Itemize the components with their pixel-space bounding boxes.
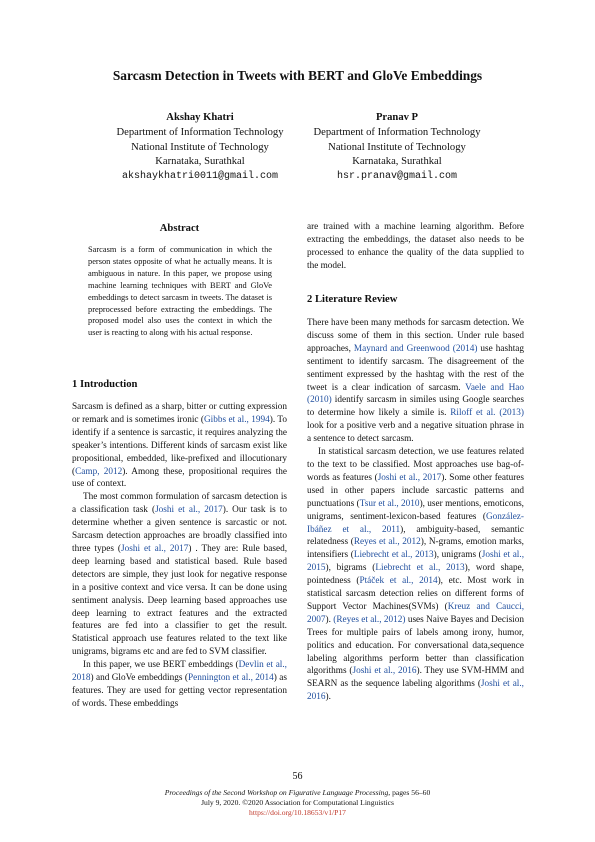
paragraph-text: ), user mentions, emoticons, unigrams, sentiment-lexicon-based features ( [307, 498, 524, 522]
paragraph-text: ). [325, 692, 331, 703]
paragraph-text: ). [325, 614, 334, 625]
author-location: Karnataka, Surathkal [352, 156, 442, 168]
author-block-1 [85, 111, 315, 185]
citation-link[interactable]: Joshi et al., 2016 [352, 666, 417, 677]
paragraph-text: ), N-grams, emotion marks, intensifiers ( [307, 537, 524, 561]
paragraph-text: ) as features. They are used for getting vector representation of words. These embeddings [72, 673, 287, 709]
paragraph-text: identify sarcasm in similes using Google searches to determine how likely a simile is. [307, 395, 524, 419]
paragraph-text: ), unigrams ( [433, 550, 482, 561]
citation-link[interactable]: (Reyes et al., 2012) [333, 614, 406, 625]
paragraph-text: use hashtag sentiment to identify sarcasm. The disagreement of the sentiment expressed by the hashtag with the rest of the tweet is a clear indication of sarcasm. [307, 343, 524, 393]
paragraph-text: Sarcasm is defined as a sharp, bitter or cutting expression or remark and is sometimes ironic ( [72, 402, 287, 425]
author-department: Department of Information Technology [313, 126, 481, 138]
citation-link[interactable]: Gibbs et al., 1994 [204, 414, 270, 425]
paragraph-text: In statistical sarcasm detection, we use features related to the text to be classified. Most approaches use bag-of-words as features ( [307, 447, 524, 483]
paragraph-text: ) . They are: Rule based, deep learning based and statistical based. Rule based detectors are simple, they just look for negative response in a positive context and vice versa. It can be done using sentiment analysis. Deep learning based approaches use deep learning to extract features and the extracted features are fed into a classifier to get the result. Statistical approach use features related to the text like unigrams, bigrams etc and are fed to SVM classifier. [72, 543, 288, 658]
author-department: Department of Information Technology [116, 126, 284, 138]
paragraph-text: ). Some other features used in other papers include sarcastic patterns and punctuations ( [307, 472, 525, 509]
intro-paragraph [72, 659, 287, 711]
abstract-text: Sarcasm is a form of communication in which the person states opposite of what he actually means. It is ambiguous in nature. In this paper, we propose using machine learning techniques with BERT and GloVe embeddings to detect sarcasm in tweets. The dataset is preprocessed before extracting the embeddings. The proposed model also uses the context in which the user is reacting to along with his actual response. [88, 245, 272, 338]
citation-link[interactable]: Joshi et al., 2017 [155, 505, 223, 516]
footer-pages: , pages 56–60 [388, 788, 431, 797]
citation-link[interactable]: Reyes et al., 2012 [353, 537, 421, 548]
right-column-continuation [307, 221, 524, 273]
author-name: Akshay Khatri [166, 112, 234, 123]
section-heading-introduction: 1 Introduction [72, 379, 138, 390]
author-location: Karnataka, Surathkal [155, 156, 245, 168]
citation-link[interactable]: Pennington et al., 2014 [187, 673, 274, 684]
paragraph-text: ). Among these, propositional requires the use of context. [72, 466, 287, 490]
author-institution: National Institute of Technology [328, 141, 466, 153]
citation-link[interactable]: Riloff et al. (2013) [450, 408, 524, 419]
paragraph-text: In this paper, we use BERT embeddings ( [83, 660, 239, 671]
paragraph-text: There have been many methods for sarcasm detection. We discuss some of them in this section. Under rule based approaches, [307, 318, 524, 354]
paragraph-text: ). They use SVM-HMM and SEARN as the sequence labeling algorithms ( [307, 666, 524, 690]
paragraph-text: uses Naive Bayes and Decision Trees for multiple pairs of labels among irony, humor, politics and education. For conversational data,sequence labeling algorithms perform better than classification algorithms ( [307, 614, 525, 677]
footer-venue: Proceedings of the Second Workshop on Figurative Language Processing [164, 788, 389, 797]
citation-link[interactable]: Joshi et al., 2017 [377, 472, 442, 483]
paragraph-text: look for a positive verb and a negative situation phrase in a sentence to detect sarcasm. [307, 421, 524, 445]
section-heading-literature-review: 2 Literature Review [307, 294, 398, 305]
paragraph-text: The most common formulation of sarcasm detection is a classification task ( [72, 492, 287, 516]
citation-link[interactable]: Kreuz and Caucci, 2007 [307, 601, 525, 625]
paragraph-text: ). To identify if a sentence is sarcastic, it requires analyzing the speaker’s intentions. Different kinds of sarcasm exist like propositional, embedded, like-prefixed and illocutionary ( [72, 414, 287, 477]
paragraph-text: ). Our task is to determine whether a given sentence is sarcastic or not. Sarcasm detection approaches are broadly classified into three types ( [72, 505, 288, 554]
author-name: Pranav P [375, 112, 419, 123]
doi-link[interactable]: https://doi.org/10.18653/v1/P17 [249, 808, 346, 817]
intro-paragraph [72, 491, 287, 659]
page-number: 56 [292, 771, 303, 782]
citation-link[interactable]: Tsur et al., 2010 [359, 498, 420, 509]
footer-date-line: July 9, 2020. ©2020 Association for Computational Linguistics [201, 798, 394, 807]
author-email[interactable]: hsr.pranav@gmail.com [336, 171, 458, 183]
author-block-2 [282, 111, 512, 185]
footer-venue-line [0, 788, 595, 798]
paragraph-text: ), ambiguity-based, semantic relatedness ( [307, 524, 524, 548]
lit-paragraph [307, 317, 524, 446]
citation-link[interactable]: Joshi et al., 2015 [307, 550, 525, 574]
citation-link[interactable]: Devlin et al., 2018 [72, 660, 287, 684]
paragraph-text: ), etc. Most work in statistical sarcasm detection relies on different forms of Support Vector Machines(SVMs) ( [307, 576, 524, 612]
citation-link[interactable]: Ptáček et al., 2014 [359, 576, 438, 587]
footer [0, 788, 595, 818]
paragraph-text: ) and GloVe embeddings ( [90, 673, 188, 684]
citation-link[interactable]: Liebrecht et al., 2013 [353, 550, 434, 561]
right-column-body [307, 317, 524, 704]
paper-title: Sarcasm Detection in Tweets with BERT and GloVe Embeddings [112, 68, 483, 83]
abstract-heading: Abstract [159, 223, 200, 234]
citation-link[interactable]: Vaele and Hao (2010) [307, 382, 524, 406]
citation-link[interactable]: Joshi et al., 2017 [121, 543, 189, 554]
intro-paragraph [72, 401, 287, 491]
paragraph-text: ), bigrams ( [325, 563, 376, 574]
continuation-paragraph: are trained with a machine learning algorithm. Before extracting the embeddings, the dataset also needs to be processed to enhance the quality of the data supplied to the model. [307, 222, 524, 271]
author-email[interactable]: akshaykhatri0011@gmail.com [121, 171, 279, 183]
citation-link[interactable]: Maynard and Greenwood (2014) [353, 343, 478, 354]
left-column-body [72, 401, 287, 711]
citation-link[interactable]: Liebrecht et al., 2013 [375, 563, 465, 574]
citation-link[interactable]: Camp, 2012 [75, 466, 123, 477]
lit-paragraph [307, 446, 524, 704]
paragraph-text: ), word shape, pointedness ( [307, 563, 524, 587]
citation-link[interactable]: González-Ibáñez et al., 2011 [307, 511, 524, 535]
author-institution: National Institute of Technology [131, 141, 269, 153]
citation-link[interactable]: Joshi et al., 2016 [307, 679, 524, 703]
